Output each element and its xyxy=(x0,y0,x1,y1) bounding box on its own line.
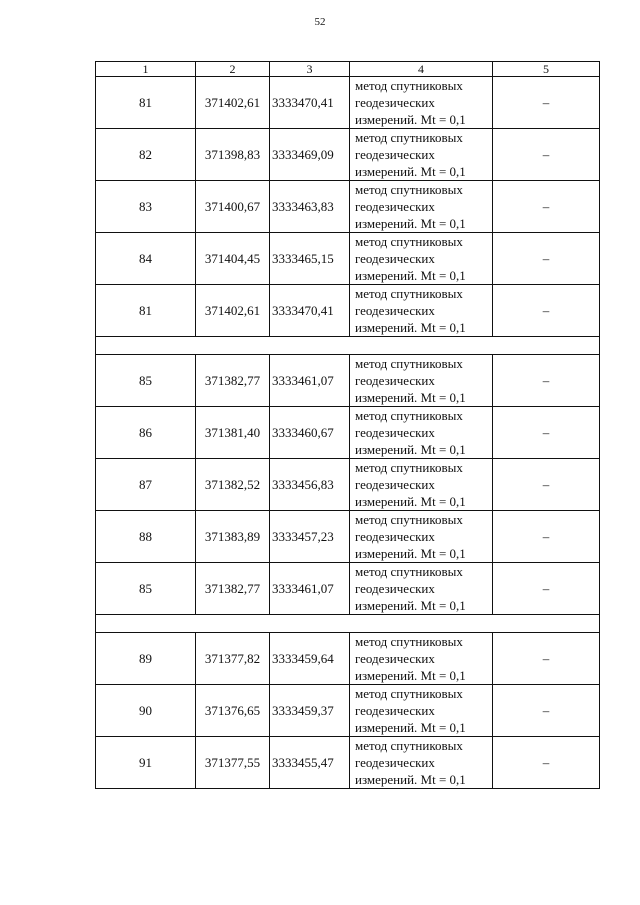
note-cell: – xyxy=(493,355,600,407)
y-coordinate-cell: 3333459,64 xyxy=(270,633,350,685)
table-row xyxy=(96,685,600,737)
point-number-cell: 85 xyxy=(96,355,196,407)
point-number-cell: 87 xyxy=(96,459,196,511)
method-cell: метод спутниковых геодезических измерений. Mt = 0,1 xyxy=(350,233,493,285)
x-coordinate-cell: 371382,77 xyxy=(196,355,270,407)
y-coordinate-cell: 3333470,41 xyxy=(270,77,350,129)
y-coordinate-cell: 3333465,15 xyxy=(270,233,350,285)
x-coordinate-cell: 371398,83 xyxy=(196,129,270,181)
point-number-cell: 84 xyxy=(96,233,196,285)
header-col-3: 3 xyxy=(270,62,350,77)
x-coordinate-cell: 371376,65 xyxy=(196,685,270,737)
point-number-cell: 90 xyxy=(96,685,196,737)
x-coordinate-cell: 371383,89 xyxy=(196,511,270,563)
table-row xyxy=(96,511,600,563)
method-cell: метод спутниковых геодезических измерений. Mt = 0,1 xyxy=(350,511,493,563)
x-coordinate-cell: 371377,55 xyxy=(196,737,270,789)
table-row xyxy=(96,77,600,129)
note-cell: – xyxy=(493,459,600,511)
x-coordinate-cell: 371381,40 xyxy=(196,407,270,459)
header-col-4: 4 xyxy=(350,62,493,77)
point-number-cell: 86 xyxy=(96,407,196,459)
table-row xyxy=(96,233,600,285)
x-coordinate-cell: 371400,67 xyxy=(196,181,270,233)
y-coordinate-cell: 3333457,23 xyxy=(270,511,350,563)
note-cell: – xyxy=(493,129,600,181)
table-body xyxy=(96,77,600,789)
note-cell: – xyxy=(493,737,600,789)
method-cell: метод спутниковых геодезических измерений. Mt = 0,1 xyxy=(350,407,493,459)
method-cell: метод спутниковых геодезических измерений. Mt = 0,1 xyxy=(350,685,493,737)
note-cell: – xyxy=(493,563,600,615)
method-cell: метод спутниковых геодезических измерений. Mt = 0,1 xyxy=(350,77,493,129)
note-cell: – xyxy=(493,77,600,129)
note-cell: – xyxy=(493,407,600,459)
y-coordinate-cell: 3333461,07 xyxy=(270,355,350,407)
note-cell: – xyxy=(493,181,600,233)
table-row xyxy=(96,355,600,407)
point-number-cell: 83 xyxy=(96,181,196,233)
method-cell: метод спутниковых геодезических измерений. Mt = 0,1 xyxy=(350,181,493,233)
point-number-cell: 82 xyxy=(96,129,196,181)
method-cell: метод спутниковых геодезических измерений. Mt = 0,1 xyxy=(350,129,493,181)
table-row xyxy=(96,181,600,233)
y-coordinate-cell: 3333456,83 xyxy=(270,459,350,511)
point-number-cell: 81 xyxy=(96,285,196,337)
note-cell: – xyxy=(493,233,600,285)
group-separator-cell xyxy=(96,615,600,633)
group-separator-row xyxy=(96,337,600,355)
x-coordinate-cell: 371377,82 xyxy=(196,633,270,685)
method-cell: метод спутниковых геодезических измерений. Mt = 0,1 xyxy=(350,737,493,789)
x-coordinate-cell: 371402,61 xyxy=(196,77,270,129)
table-row xyxy=(96,285,600,337)
method-cell: метод спутниковых геодезических измерений. Mt = 0,1 xyxy=(350,633,493,685)
note-cell: – xyxy=(493,511,600,563)
method-cell: метод спутниковых геодезических измерений. Mt = 0,1 xyxy=(350,285,493,337)
y-coordinate-cell: 3333460,67 xyxy=(270,407,350,459)
point-number-cell: 91 xyxy=(96,737,196,789)
table-row xyxy=(96,563,600,615)
header-col-1: 1 xyxy=(96,62,196,77)
point-number-cell: 89 xyxy=(96,633,196,685)
point-number-cell: 81 xyxy=(96,77,196,129)
method-cell: метод спутниковых геодезических измерений. Mt = 0,1 xyxy=(350,355,493,407)
method-cell: метод спутниковых геодезических измерений. Mt = 0,1 xyxy=(350,563,493,615)
table-row xyxy=(96,633,600,685)
x-coordinate-cell: 371382,77 xyxy=(196,563,270,615)
group-separator-cell xyxy=(96,337,600,355)
x-coordinate-cell: 371402,61 xyxy=(196,285,270,337)
y-coordinate-cell: 3333459,37 xyxy=(270,685,350,737)
table-header-row xyxy=(96,62,600,77)
y-coordinate-cell: 3333463,83 xyxy=(270,181,350,233)
point-number-cell: 85 xyxy=(96,563,196,615)
point-number-cell: 88 xyxy=(96,511,196,563)
y-coordinate-cell: 3333470,41 xyxy=(270,285,350,337)
note-cell: – xyxy=(493,285,600,337)
table-row xyxy=(96,459,600,511)
header-col-5: 5 xyxy=(493,62,600,77)
x-coordinate-cell: 371382,52 xyxy=(196,459,270,511)
y-coordinate-cell: 3333461,07 xyxy=(270,563,350,615)
table-row xyxy=(96,407,600,459)
table-row xyxy=(96,737,600,789)
header-col-2: 2 xyxy=(196,62,270,77)
y-coordinate-cell: 3333455,47 xyxy=(270,737,350,789)
y-coordinate-cell: 3333469,09 xyxy=(270,129,350,181)
method-cell: метод спутниковых геодезических измерений. Mt = 0,1 xyxy=(350,459,493,511)
table-row xyxy=(96,129,600,181)
note-cell: – xyxy=(493,685,600,737)
coordinates-table xyxy=(95,61,600,789)
group-separator-row xyxy=(96,615,600,633)
note-cell: – xyxy=(493,633,600,685)
x-coordinate-cell: 371404,45 xyxy=(196,233,270,285)
page-number: 52 xyxy=(314,16,326,28)
